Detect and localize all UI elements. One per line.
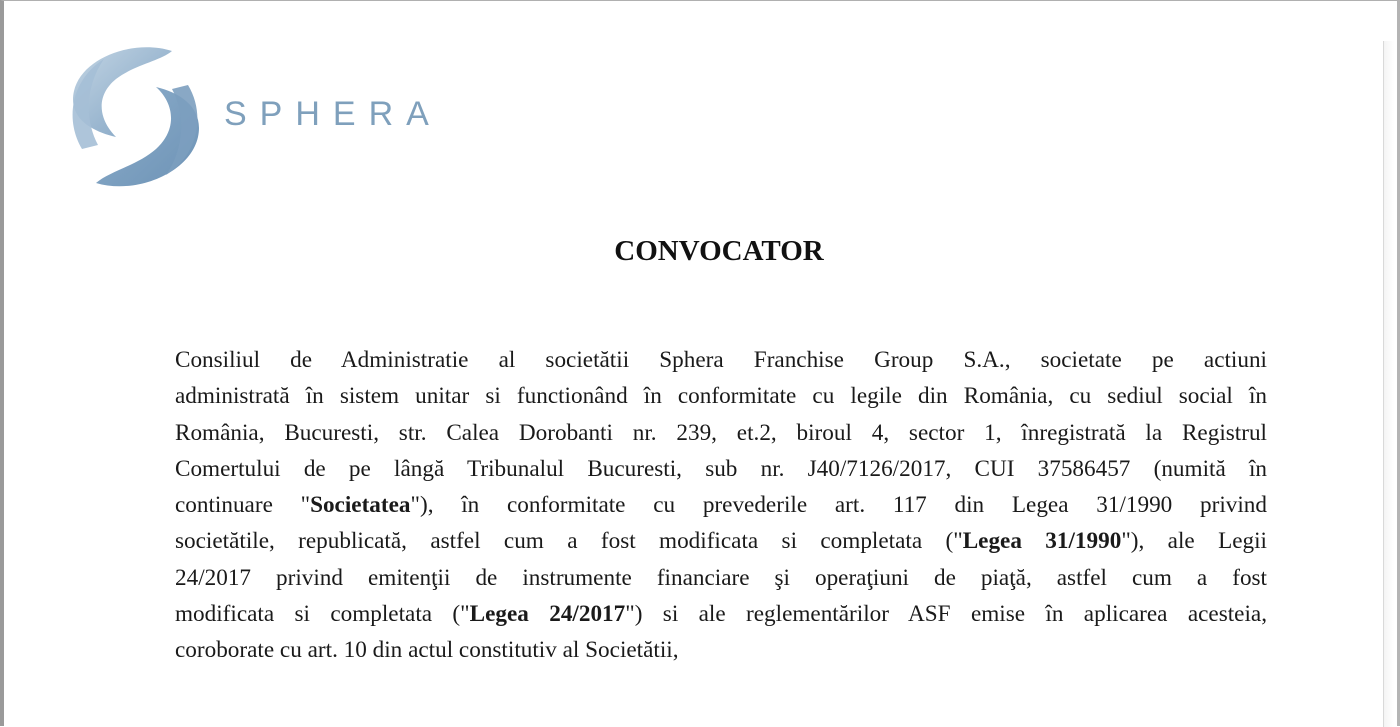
text-run: 24/2017 privind emitenţii de instrumente financiare şi operaţiuni de piaţă, astfel cum a fost — [175, 564, 1267, 591]
text-run: continuare " — [175, 492, 311, 519]
paragraph-line — [175, 451, 1267, 487]
bold-term: Legea 31/1990 — [962, 528, 1122, 555]
bold-term: Societatea — [310, 492, 411, 519]
text-run: "), ale Legii — [1121, 528, 1268, 555]
text-run: societătile, republicată, astfel cum a fost modificata si completata (" — [175, 528, 963, 555]
paragraph-line — [175, 632, 1267, 668]
text-run: România, Bucuresti, str. Calea Dorobanti nr. 239, et.2, biroul 4, sector 1, înregistrată la Registrul — [175, 419, 1267, 446]
sphera-wordmark: SPHERA — [224, 95, 442, 133]
sphera-s-mark-icon — [64, 45, 204, 187]
paragraph-line — [175, 560, 1267, 596]
text-run: administrată în sistem unitar si functionând în conformitate cu legile din România, cu sediul social în — [175, 383, 1267, 410]
sphera-logo — [64, 45, 464, 187]
text-run: ") si ale reglementărilor ASF emise în aplicarea acesteia, — [625, 601, 1267, 628]
bold-term: Legea 24/2017 — [469, 601, 626, 628]
document-title: CONVOCATOR — [614, 235, 824, 267]
paragraph-line — [175, 415, 1267, 451]
paragraph-line — [175, 523, 1267, 559]
text-run: modificata si completata (" — [175, 601, 470, 628]
text-run: coroborate cu art. 10 din actul constitutiv al Societătii, — [175, 637, 679, 664]
paragraph-line — [175, 487, 1267, 523]
text-run: "), în conformitate cu prevederile art. 117 din Legea 31/1990 privind — [410, 492, 1267, 519]
paragraph-line — [175, 378, 1267, 414]
page-right-edge — [1383, 41, 1394, 727]
text-run: Comertului de pe lângă Tribunalul Bucuresti, sub nr. J40/7126/2017, CUI 37586457 (numită în — [175, 455, 1267, 482]
text-run: Consiliul de Administratie al societătii Sphera Franchise Group S.A., societate pe actiuni — [175, 347, 1267, 373]
convocation-paragraph — [175, 342, 1267, 669]
paragraph-line — [175, 596, 1267, 632]
paragraph-line — [175, 342, 1267, 378]
